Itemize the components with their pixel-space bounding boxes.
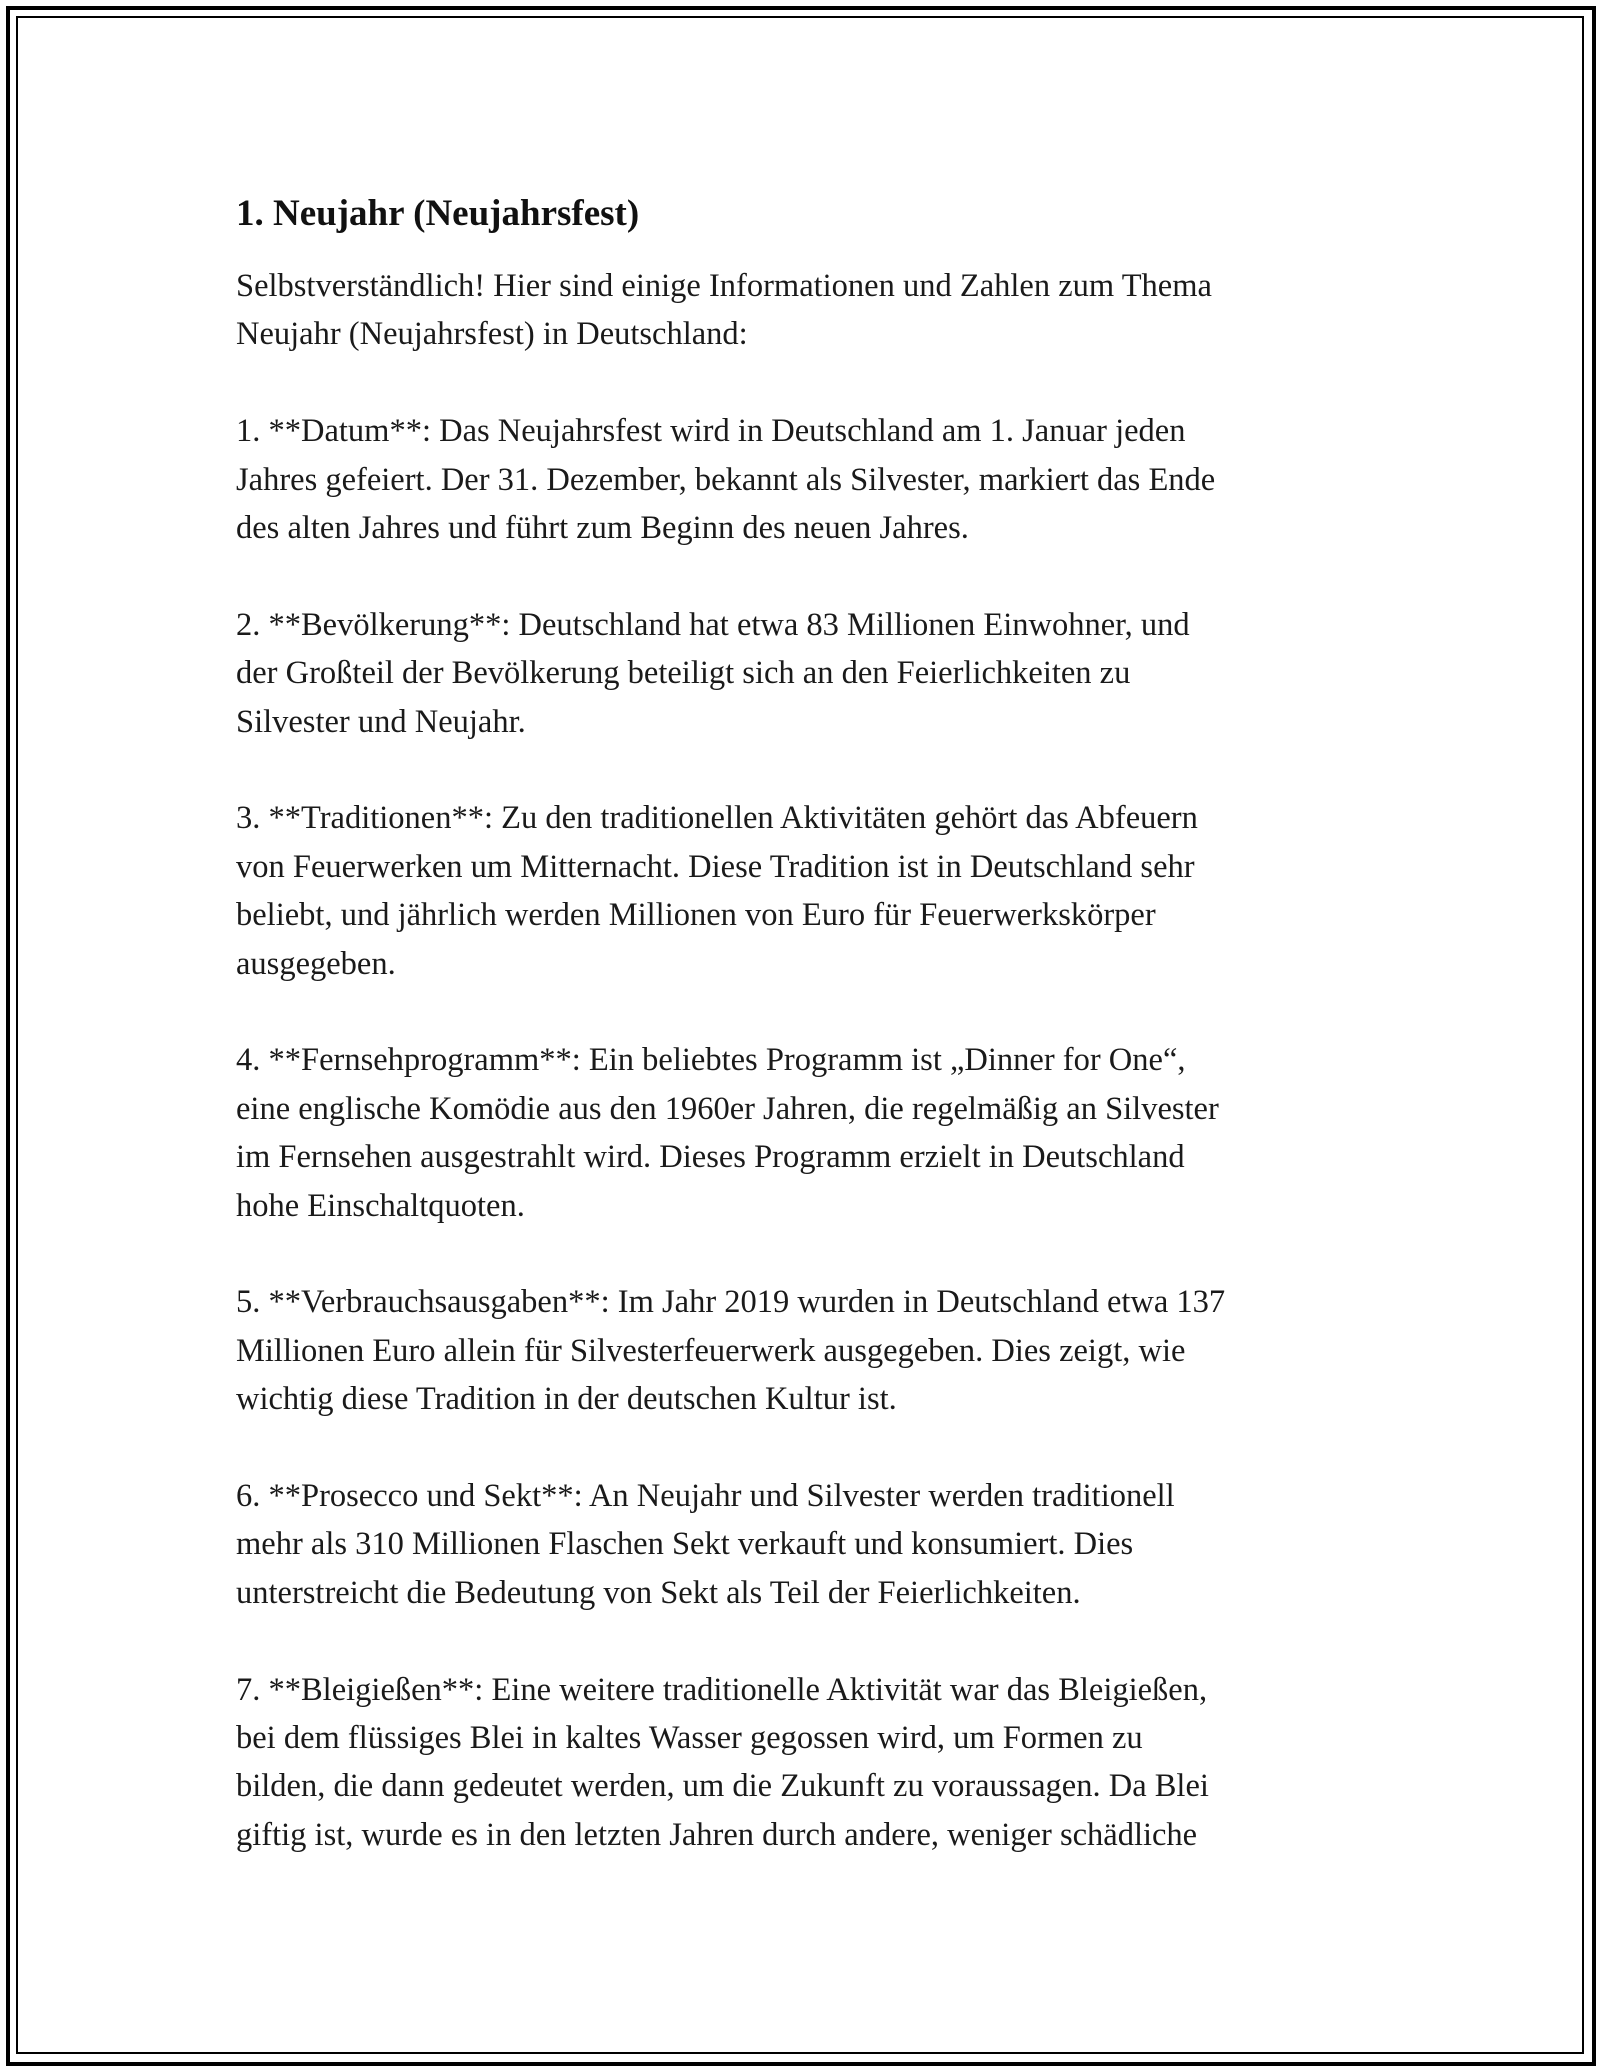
text-line: bei dem flüssiges Blei in kaltes Wasser gegossen wird, um Formen zu <box>236 1720 1143 1757</box>
text-line: 6. **Prosecco und Sekt**: An Neujahr und Silvester werden traditionell <box>236 1478 1175 1515</box>
text-line: 2. **Bevölkerung**: Deutschland hat etwa 83 Millionen Einwohner, und <box>236 606 1190 643</box>
text-line: Selbstverständlich! Hier sind einige Informationen und Zahlen zum Thema <box>236 268 1212 304</box>
text-line: 7. **Bleigießen**: Eine weitere traditionelle Aktivität war das Bleigießen, <box>236 1671 1208 1708</box>
paragraph-bleigiessen <box>236 1666 1366 1860</box>
document-title: 1. Neujahr (Neujahrsfest) <box>236 193 640 234</box>
text-line: giftig ist, wurde es in den letzten Jahren durch andere, weniger schädliche <box>236 1816 1198 1853</box>
text-line: beliebt, und jährlich werden Millionen von Euro für Feuerwerkskörper <box>236 897 1156 934</box>
text-line: bilden, die dann gedeutet werden, um die Zukunft zu voraussagen. Da Blei <box>236 1768 1209 1805</box>
paragraph-bevoelkerung <box>236 601 1366 746</box>
text-line: mehr als 310 Millionen Flaschen Sekt verkauft und konsumiert. Dies <box>236 1526 1134 1563</box>
text-line: ausgegeben. <box>236 945 396 982</box>
text-line: 1. **Datum**: Das Neujahrsfest wird in Deutschland am 1. Januar jeden <box>236 413 1186 450</box>
text-line: der Großteil der Bevölkerung beteiligt sich an den Feierlichkeiten zu <box>236 655 1131 692</box>
text-line: hohe Einschaltquoten. <box>236 1187 525 1224</box>
text-line: unterstreicht die Bedeutung von Sekt als Teil der Feierlichkeiten. <box>236 1574 1081 1611</box>
paragraph-datum <box>236 407 1366 552</box>
paragraph-traditionen <box>236 794 1366 988</box>
text-line: wichtig diese Tradition in der deutschen Kultur ist. <box>236 1381 897 1418</box>
text-line: eine englische Komödie aus den 1960er Jahren, die regelmäßig an Silvester <box>236 1090 1219 1127</box>
text-line: 3. **Traditionen**: Zu den traditionellen Aktivitäten gehört das Abfeuern <box>236 800 1198 837</box>
text-line: im Fernsehen ausgestrahlt wird. Dieses Programm erzielt in Deutschland <box>236 1139 1185 1176</box>
text-line: des alten Jahres und führt zum Beginn des neuen Jahres. <box>236 510 969 547</box>
text-line: von Feuerwerken um Mitternacht. Diese Tradition ist in Deutschland sehr <box>236 848 1195 885</box>
text-line: Neujahr (Neujahrsfest) in Deutschland: <box>236 316 748 353</box>
paragraph-fernsehprogramm <box>236 1036 1366 1230</box>
paragraph-prosecco-sekt <box>236 1472 1366 1617</box>
text-line: 4. **Fernsehprogramm**: Ein beliebtes Programm ist „Dinner for One“, <box>236 1042 1186 1079</box>
text-line: Jahres gefeiert. Der 31. Dezember, bekannt als Silvester, markiert das Ende <box>236 461 1216 498</box>
text-line: Millionen Euro allein für Silvesterfeuerwerk ausgegeben. Dies zeigt, wie <box>236 1332 1186 1369</box>
text-line: Silvester und Neujahr. <box>236 703 526 740</box>
paragraph-intro <box>236 262 1366 359</box>
text-line: 5. **Verbrauchsausgaben**: Im Jahr 2019 wurden in Deutschland etwa 137 <box>236 1284 1226 1321</box>
document-page <box>236 186 1366 1908</box>
paragraph-verbrauchsausgaben <box>236 1278 1366 1423</box>
